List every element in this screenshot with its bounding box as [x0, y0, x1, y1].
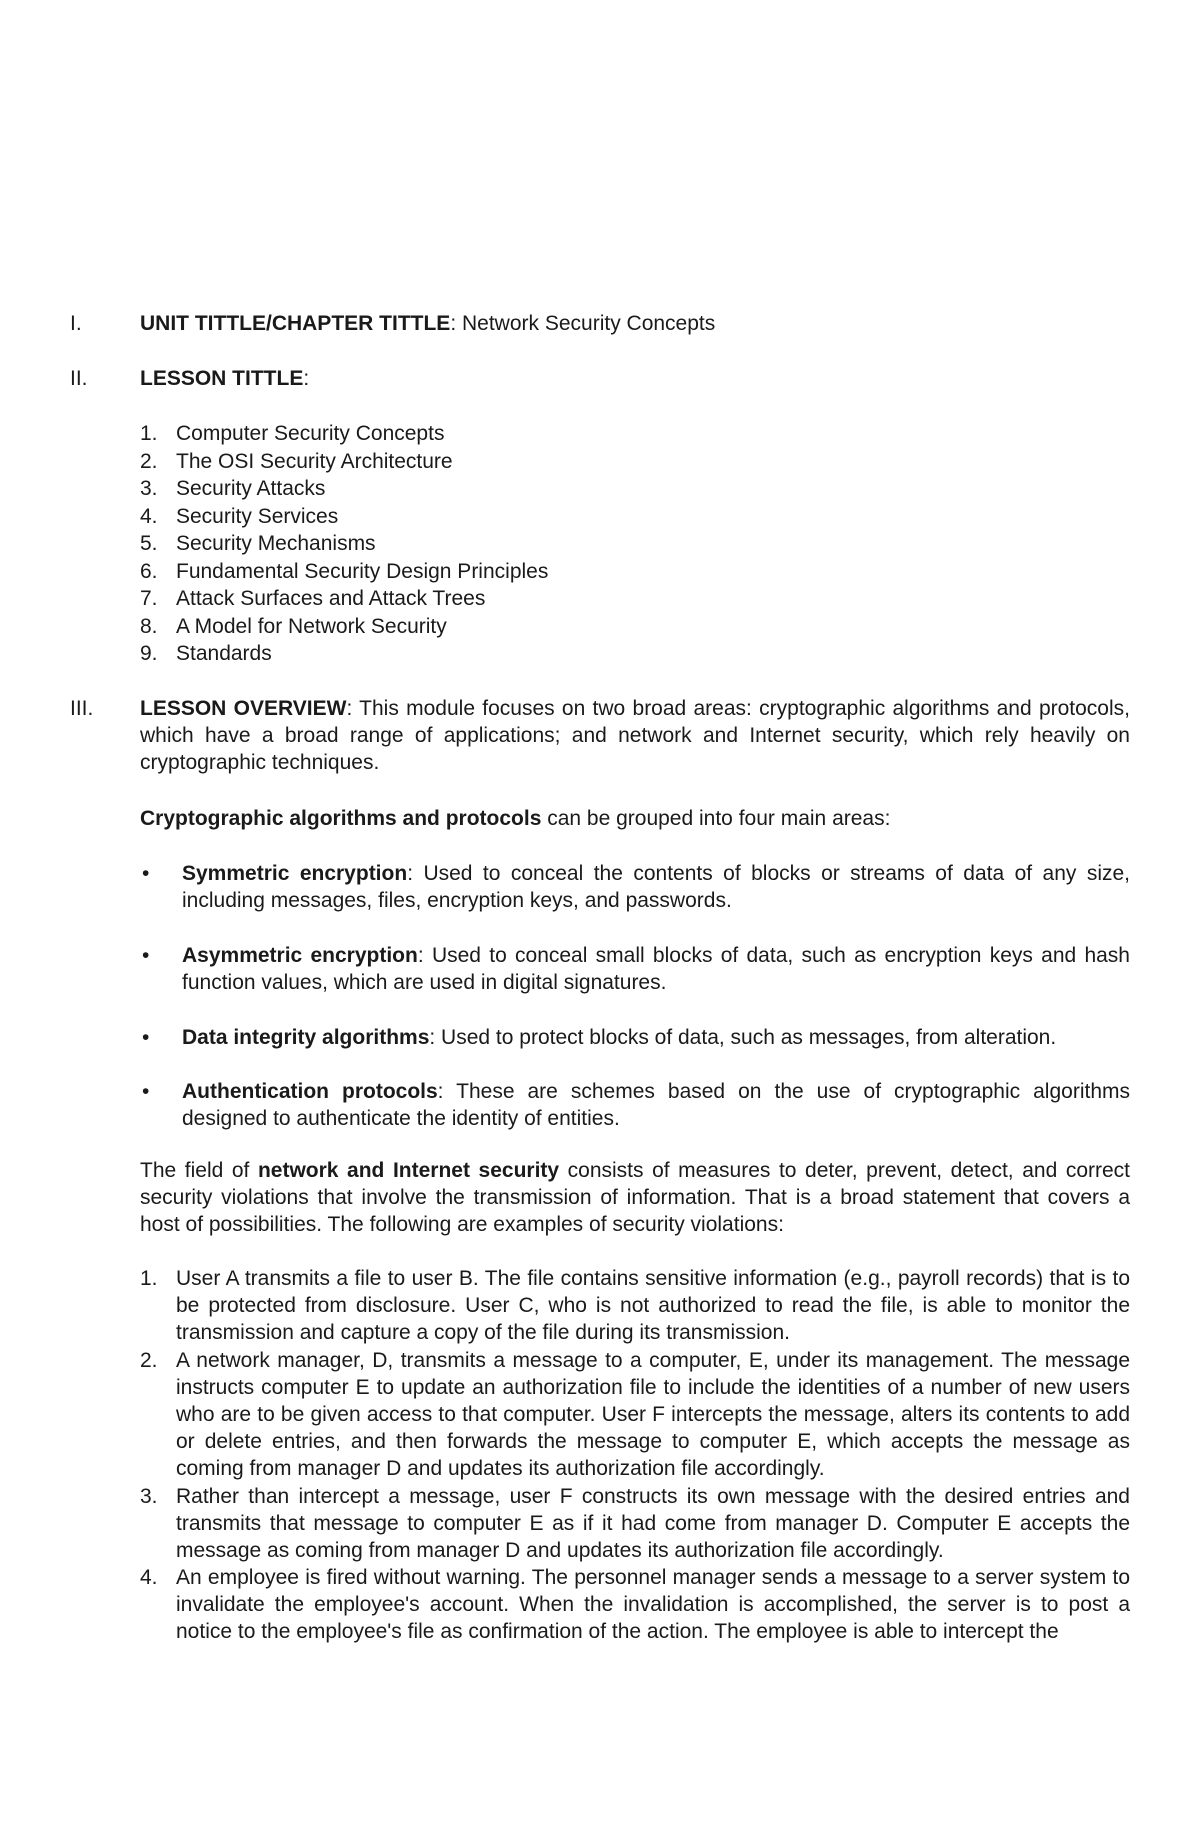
unit-title-value: : Network Security Concepts — [450, 312, 716, 335]
list-item: 9. Standards — [140, 642, 272, 665]
list-item: 4. Security Services — [140, 504, 339, 528]
bullet-icon: • — [142, 1026, 150, 1049]
bullet-icon: • — [142, 1080, 150, 1103]
section-heading — [140, 365, 1130, 392]
lesson-list — [140, 420, 1130, 668]
section-number: I. — [70, 312, 82, 335]
list-item: 3. Security Attacks — [140, 477, 326, 500]
bullet-icon: • — [142, 944, 150, 967]
unit-title-label: UNIT TITTLE/CHAPTER TITTLE — [140, 312, 451, 335]
document-page: I. UNIT TITTLE/CHAPTER TITTLE: Network Security Concepts II. LESSON TITTLE: 1. Computer Security Concepts 2. The OSI Security Architecture 3. Security Attacks 4. Security Services 5. Security Mechanisms 6. Fundamental Security Design Principles 7. Attack Surfaces and Attack Trees 8. A Model for Network Security 9. Standards III. LESSON OVERVIEW: This module focuses on two broad areas: cryptographic algorithms and protocols, which have a broad range of applications; and network and Internet security, which rely heavily on cryptographic techniques. Cryptographic algorithms and protocols can be grouped into four main areas: • Symmetric encryption: Used to conceal the contents of blocks or streams of data of any size, including messages, files, encryption keys, and passwords. • Asymmetric encryption: Used to conceal small blocks of data, such as encryption keys and hash function values, which are used in digital signatures. • Data integrity algorithms: Used to protect blocks of data, such as messages, from alteration. • Authentication protocols: These are schemes based on the use of cryptographic algorithms designed to authenticate the identity of entities. The field of network and Internet security consists of measures to deter, prevent, detect, and correct security violations that involve the transmission of information. That is a broad statement that covers a host of possibilities. The following are examples of security violations: 1. User A transmits a file to user B. The file contains sensitive information (e.g., payroll records) that is to be protected from disclosure. User C, who is not authorized to read the file, is able to monitor the transmission and capture a copy of the file during its transmission. 2. A network manager, D, transmits a message to a computer, E, under its management. The message instructs computer E to update an authorization file to include the identities of a number of new users who are to be given access to that computer. User F intercepts the message, alters its contents to add or delete entries, and then forwards the message to computer E, which accepts the message as coming from manager D and updates its authorization file accordingly. 3. Rather than intercept a message, user F constructs its own message with the desired entries and transmits that message to computer E as if it had come from manager D. Computer E accepts the message as coming from manager D and updates its authorization file accordingly. 4. An employee is fired without warning. The personnel manager sends a message to a server system to invalidate the employee's account. When the invalidation is accomplished, the server is to post a notice to the employee's file as confirmation of the action. The employee is able to intercept the — [70, 312, 1131, 1643]
section-heading — [140, 310, 1130, 337]
list-item: 2. The OSI Security Architecture — [140, 449, 453, 473]
section-number: III. — [70, 697, 94, 720]
lesson-title-label: LESSON TITTLE — [140, 367, 304, 390]
lesson-title-value: : — [303, 367, 310, 390]
lesson-list-wrap — [140, 420, 1130, 668]
list-item: 1. Computer Security Concepts — [140, 422, 445, 445]
crypto-intro: Cryptographic algorithms and protocols can be grouped into four main areas: — [140, 807, 891, 830]
list-item: 8. A Model for Network Security — [140, 614, 447, 638]
list-item: 5. Security Mechanisms — [140, 532, 376, 555]
section-number: II. — [70, 367, 88, 390]
overview-label: LESSON OVERVIEW — [140, 697, 347, 720]
bullet-icon: • — [142, 862, 150, 885]
list-item: 7. Attack Surfaces and Attack Trees — [140, 587, 486, 610]
list-item: 6. Fundamental Security Design Principles — [140, 559, 549, 583]
overview-intro: LESSON OVERVIEW: This module focuses on two broad areas: cryptographic algorithms and protocols, which have a broad range of applications; and network and Internet security, which rely heavily on cryptographic techniques. — [140, 697, 1130, 774]
network-security-paragraph: The field of network and Internet security consists of measures to deter, prevent, detect, and correct security violations that involve the transmission of information. That is a broad statement that covers a host of possibilities. The following are examples of security violations: — [140, 1159, 1131, 1236]
